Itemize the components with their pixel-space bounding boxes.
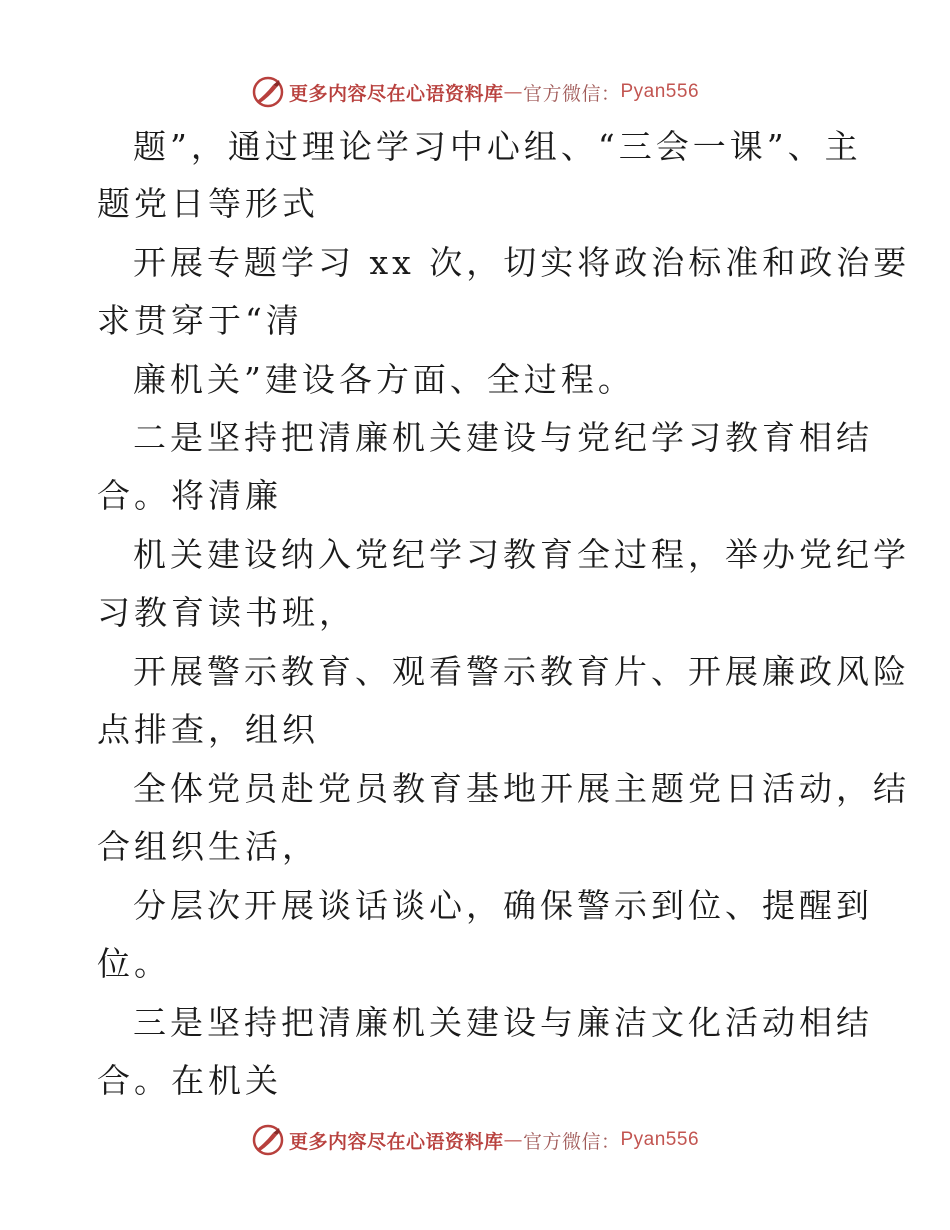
pen-logo-icon <box>251 1123 285 1157</box>
banner-wechat-id: Pyan556 <box>620 1129 700 1150</box>
banner-wechat-label: 官方微信： <box>522 1130 621 1153</box>
text-line: 二是坚持把清廉机关建设与党纪学习教育相结 <box>133 418 873 457</box>
banner-wechat-label: 官方微信： <box>522 82 621 105</box>
text-line: 题”，通过理论学习中心组、“三会一课”、主 <box>133 127 862 166</box>
text-line: 合。将清廉 <box>97 476 282 515</box>
text-line: 开展专题学习 xx 次，切实将政治标准和政治要 <box>133 243 911 282</box>
text-line: 合组织生活， <box>97 827 319 866</box>
footer-watermark-banner <box>0 1120 950 1160</box>
text-line: 点排查，组织 <box>97 710 319 749</box>
text-line: 合。在机关 <box>97 1061 282 1100</box>
text-line: 习教育读书班， <box>97 593 356 632</box>
banner-main-text: 更多内容尽在心语资料库 <box>288 82 504 105</box>
text-line: 求贯穿于“清 <box>97 301 303 340</box>
banner-dash: — <box>503 1129 523 1151</box>
text-line: 机关建设纳入党纪学习教育全过程，举办党纪学 <box>133 535 910 574</box>
text-line: 开展警示教育、观看警示教育片、开展廉政风险 <box>133 652 910 691</box>
text-line: 题党日等形式 <box>97 184 319 223</box>
banner-dash: — <box>503 81 523 103</box>
text-line: 三是坚持把清廉机关建设与廉洁文化活动相结 <box>133 1003 873 1042</box>
banner-wechat-id: Pyan556 <box>620 81 700 102</box>
banner-main-text: 更多内容尽在心语资料库 <box>288 1130 504 1153</box>
text-line: 分层次开展谈话谈心，确保警示到位、提醒到 <box>133 886 873 925</box>
text-line: 廉机关”建设各方面、全过程。 <box>133 360 635 399</box>
text-line: 位。 <box>97 944 171 983</box>
text-line: 全体党员赴党员教育基地开展主题党日活动，结 <box>133 769 910 808</box>
